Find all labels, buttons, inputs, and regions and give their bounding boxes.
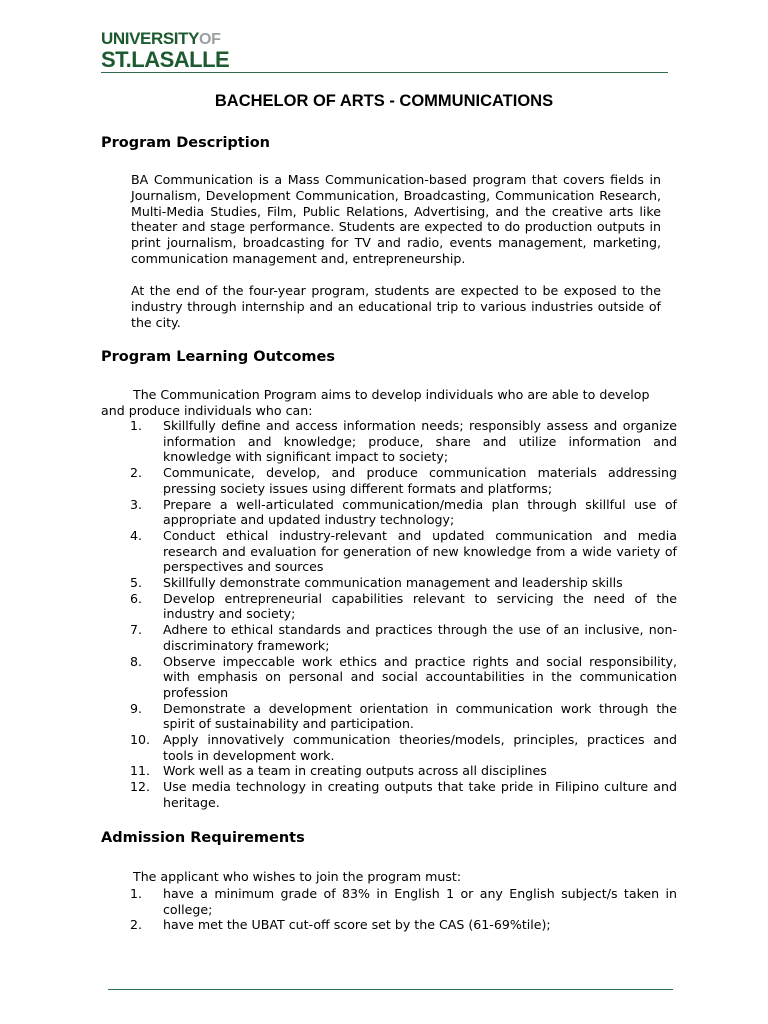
header-rule xyxy=(101,72,668,73)
list-item-number: 9. xyxy=(130,700,143,716)
admission-requirements-list xyxy=(101,886,677,933)
logo-line-1 xyxy=(101,30,229,48)
list-item xyxy=(101,465,677,496)
list-item xyxy=(101,763,677,779)
admission-intro-text: The applicant who wishes to join the program must: xyxy=(133,869,462,884)
list-item-text: Skillfully define and access information needs; responsibly assess and organize information and knowledge; produce, share and utilize information and knowledge with significant impact to society; xyxy=(163,418,677,465)
list-item xyxy=(101,886,677,917)
list-item xyxy=(101,418,677,465)
list-item-number: 10. xyxy=(130,732,151,748)
list-item-number: 12. xyxy=(130,779,151,795)
list-item-number: 2. xyxy=(130,465,143,481)
list-item xyxy=(101,497,677,528)
list-item-number: 1. xyxy=(130,418,143,433)
list-item-text: have met the UBAT cut-off score set by the CAS (61-69%tile); xyxy=(163,917,551,933)
list-item-number: 8. xyxy=(130,653,143,669)
admission-intro xyxy=(101,869,677,885)
footer-rule xyxy=(108,989,673,990)
list-item-text: Work well as a team in creating outputs across all disciplines xyxy=(163,763,547,779)
list-item xyxy=(101,732,677,763)
list-item-number: 3. xyxy=(130,496,143,512)
program-description-heading: Program Description xyxy=(101,135,270,151)
list-item xyxy=(101,622,677,653)
learning-outcomes-heading: Program Learning Outcomes xyxy=(101,349,335,365)
program-description-paragraph-2: At the end of the four-year program, students are expected to be exposed to the industry through internship and an educational trip to various industries outside of the city. xyxy=(131,283,661,330)
logo-line-2: ST.LASALLE xyxy=(101,47,230,72)
list-item-text: Observe impeccable work ethics and practice rights and social responsibility, with emphasis on personal and social accountabilities in the communication profession xyxy=(163,653,677,700)
list-item-text: Apply innovatively communication theories/models, principles, practices and tools in development work. xyxy=(163,732,677,763)
list-item-text: Conduct ethical industry-relevant and updated communication and media research and evaluation for generation of new knowledge from a wide variety of perspectives and sources xyxy=(163,527,677,575)
admission-requirements-heading: Admission Requirements xyxy=(101,830,305,846)
logo-word-university: UNIVERSITY xyxy=(101,29,200,48)
list-item-text: Prepare a well-articulated communication/media plan through skillful use of appropriate and updated industry technology; xyxy=(163,496,677,528)
learning-outcomes-intro xyxy=(101,387,677,419)
page-title: BACHELOR OF ARTS - COMMUNICATIONS xyxy=(214,92,554,110)
logo-word-of: OF xyxy=(199,31,221,48)
list-item xyxy=(101,654,677,701)
list-item-number: 4. xyxy=(130,527,143,543)
list-item xyxy=(101,917,677,933)
list-item xyxy=(101,575,677,591)
program-description-paragraph-1: BA Communication is a Mass Communication-based program that covers fields in Journalism, Development Communication, Broadcasting, Communication Research, Multi-Media Studies, Film, Public Relations, Advertising, and the creative arts like theater and stage performance. Students are expected to do production outputs in print journalism, broadcasting for TV and radio, events management, marketing, communication management and, entrepreneurship. xyxy=(131,172,661,266)
list-item-text: Demonstrate a development orientation in communication work through the spirit of sustainability and participation. xyxy=(163,700,677,732)
list-item-number: 2. xyxy=(130,917,143,933)
university-logo xyxy=(101,30,229,71)
list-item-text: have a minimum grade of 83% in English 1 or any English subject/s taken in college; xyxy=(163,886,677,917)
list-item-number: 5. xyxy=(130,575,143,591)
list-item-text: Communicate, develop, and produce communication materials addressing pressing society issues using different formats and platforms; xyxy=(163,465,677,496)
list-item-text: Use media technology in creating outputs that take pride in Filipino culture and heritage. xyxy=(163,779,677,810)
list-item-number: 6. xyxy=(130,590,143,606)
list-item-number: 1. xyxy=(130,886,143,901)
list-item xyxy=(101,591,677,622)
list-item-number: 7. xyxy=(130,622,143,638)
list-item-number: 11. xyxy=(130,763,151,779)
list-item-text: Adhere to ethical standards and practices through the use of an inclusive, non-discriminatory framework; xyxy=(163,622,677,653)
learning-outcomes-list xyxy=(101,418,677,811)
list-item-text: Develop entrepreneurial capabilities relevant to servicing the need of the industry and society; xyxy=(163,590,677,622)
list-item-text: Skillfully demonstrate communication management and leadership skills xyxy=(163,575,623,591)
list-item xyxy=(101,528,677,575)
list-item xyxy=(101,701,677,732)
learning-outcomes-intro-text: The Communication Program aims to develop individuals who are able to develop and produce individuals who can: xyxy=(101,387,650,418)
list-item xyxy=(101,779,677,810)
